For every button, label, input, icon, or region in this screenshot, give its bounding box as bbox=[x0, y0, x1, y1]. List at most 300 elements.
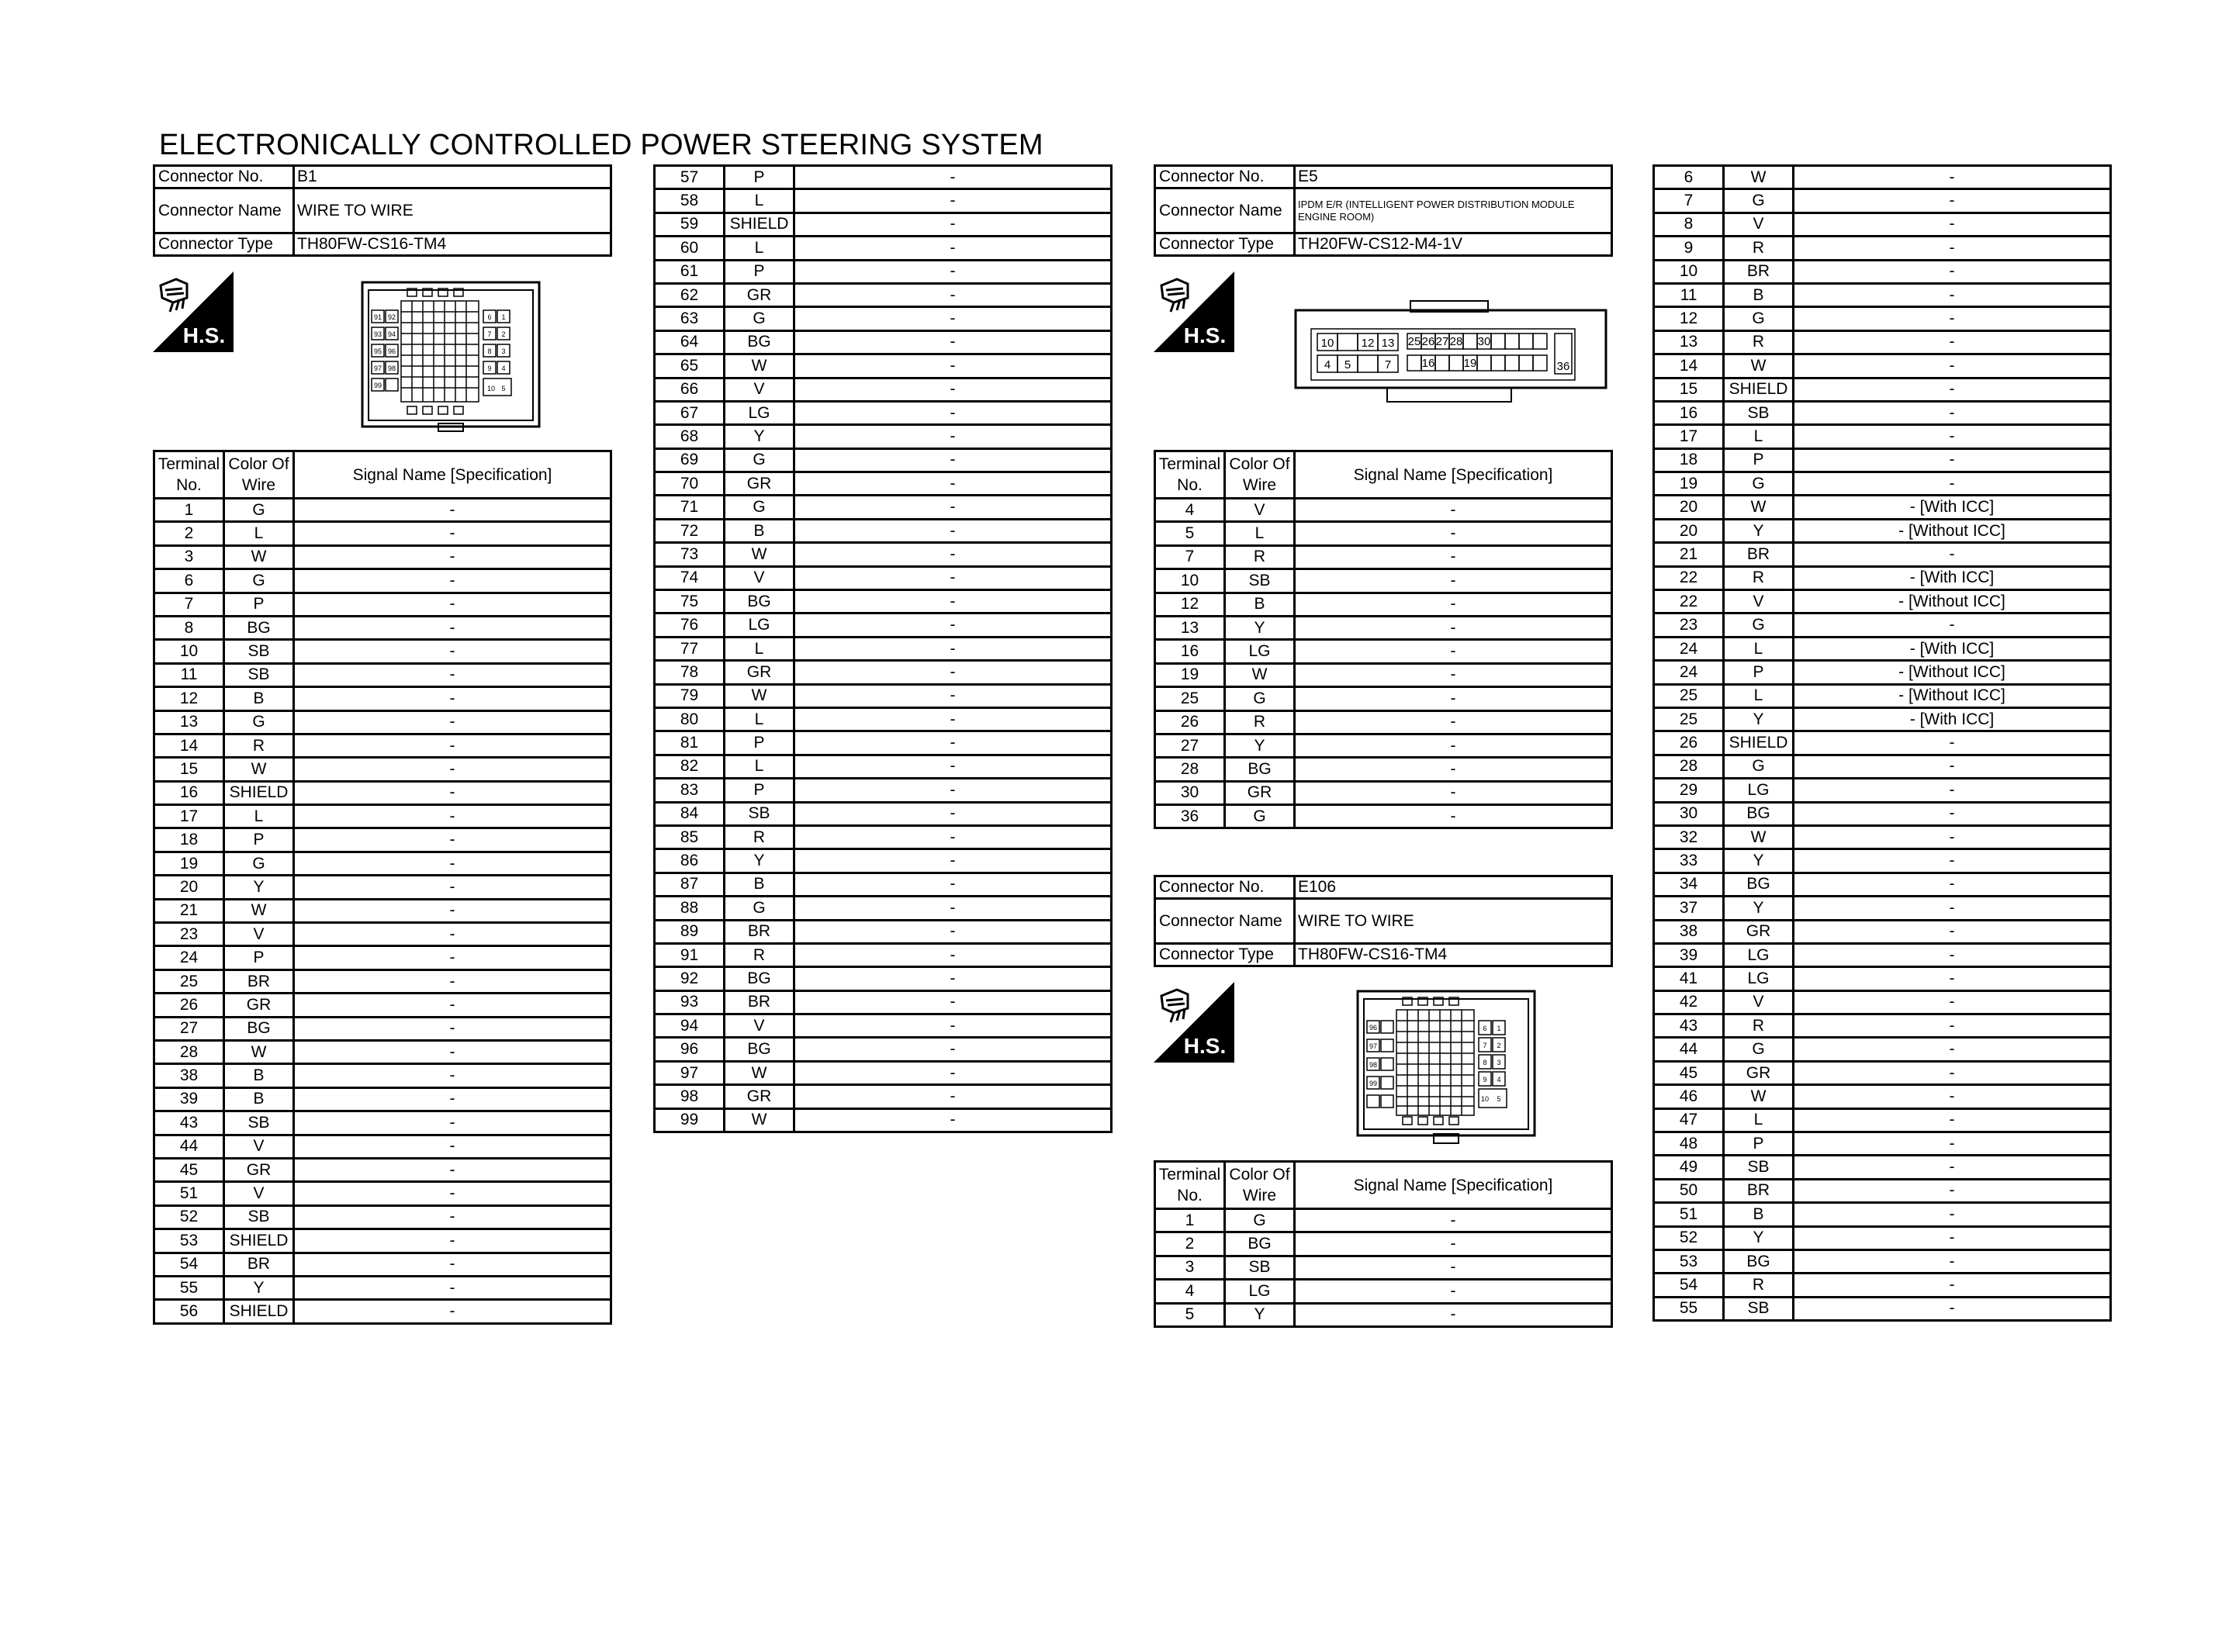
signal-name-cell: - bbox=[294, 499, 611, 522]
signal-name-cell: - bbox=[1794, 1038, 2111, 1061]
wire-color-cell: B bbox=[1724, 1203, 1794, 1226]
signal-name-cell: - bbox=[794, 825, 1112, 848]
wire-color-cell: LG bbox=[1724, 779, 1794, 802]
wire-color-cell: BR bbox=[1724, 1179, 1794, 1202]
table-row bbox=[1155, 593, 1612, 616]
table-row bbox=[655, 755, 1112, 778]
table-row bbox=[154, 1253, 611, 1276]
signal-name-cell: - [With ICC] bbox=[1794, 707, 2111, 731]
wire-color-cell: G bbox=[224, 499, 294, 522]
terminal-no-cell: 46 bbox=[1654, 1085, 1724, 1108]
face-pin: 7 bbox=[1483, 1042, 1487, 1049]
signal-name-cell: - bbox=[1794, 448, 2111, 472]
table-row bbox=[655, 897, 1112, 920]
signal-name-cell: - bbox=[294, 805, 611, 828]
signal-name-cell: - bbox=[294, 969, 611, 993]
signal-name-cell: - bbox=[794, 661, 1112, 684]
table-row bbox=[655, 920, 1112, 943]
terminal-no-cell: 82 bbox=[655, 755, 725, 778]
table-row bbox=[655, 496, 1112, 519]
wire-color-cell: Y bbox=[1724, 707, 1794, 731]
table-row bbox=[1155, 640, 1612, 663]
b1-terminal-table-continued bbox=[653, 164, 1113, 1133]
terminal-no-cell: 39 bbox=[154, 1087, 224, 1111]
signal-name-cell: - bbox=[1295, 616, 1612, 639]
table-row bbox=[655, 613, 1112, 637]
table-row bbox=[1155, 569, 1612, 593]
table-row bbox=[655, 802, 1112, 825]
signal-name-cell: - bbox=[1794, 189, 2111, 213]
terminal-no-cell: 4 bbox=[1155, 1280, 1225, 1303]
signal-name-cell: - bbox=[1794, 755, 2111, 778]
face-pin: 3 bbox=[501, 347, 506, 355]
signal-name-cell: - bbox=[1794, 283, 2111, 306]
table-row bbox=[655, 731, 1112, 755]
terminal-no-cell: 74 bbox=[655, 566, 725, 589]
wire-color-cell: W bbox=[224, 758, 294, 781]
table-row bbox=[154, 876, 611, 899]
header-text: Terminal bbox=[1158, 455, 1221, 473]
terminal-no-header bbox=[154, 451, 224, 499]
wire-color-cell: GR bbox=[224, 994, 294, 1017]
signal-name-cell: - bbox=[1794, 1061, 2111, 1084]
table-row bbox=[1654, 566, 2111, 589]
table-row bbox=[1155, 616, 1612, 639]
terminal-no-cell: 23 bbox=[1654, 613, 1724, 637]
wire-color-cell: GR bbox=[725, 472, 794, 496]
terminal-no-cell: 56 bbox=[154, 1300, 224, 1323]
face-pin: 1 bbox=[1497, 1025, 1501, 1032]
header-text: Terminal bbox=[157, 455, 220, 473]
signal-name-cell: - bbox=[294, 781, 611, 804]
signal-name-cell: - bbox=[1295, 710, 1612, 734]
table-row bbox=[1654, 1297, 2111, 1320]
signal-name-cell: - bbox=[794, 566, 1112, 589]
wire-color-cell: P bbox=[224, 828, 294, 852]
terminal-no-cell: 21 bbox=[154, 899, 224, 922]
table-row bbox=[1654, 448, 2111, 472]
terminal-no-cell: 48 bbox=[1654, 1132, 1724, 1156]
signal-name-cell: - bbox=[1794, 1249, 2111, 1273]
wire-color-cell: SHIELD bbox=[725, 213, 794, 236]
b1-terminal-table bbox=[153, 450, 612, 1325]
wire-color-cell: Y bbox=[725, 849, 794, 873]
terminal-no-cell: 17 bbox=[1654, 425, 1724, 448]
terminal-no-cell: 84 bbox=[655, 802, 725, 825]
terminal-no-cell: 73 bbox=[655, 543, 725, 566]
table-row bbox=[154, 1111, 611, 1135]
signal-name-cell: - bbox=[794, 731, 1112, 755]
wire-color-cell: BR bbox=[1724, 260, 1794, 283]
wire-color-cell: BG bbox=[224, 1017, 294, 1040]
signal-name-cell: - bbox=[294, 1253, 611, 1276]
table-row bbox=[1155, 1256, 1612, 1279]
table-row bbox=[154, 499, 611, 522]
table-row bbox=[1654, 330, 2111, 354]
face-pin: 19 bbox=[1463, 357, 1477, 370]
signal-name-cell: - bbox=[294, 1135, 611, 1158]
signal-name-cell: - bbox=[794, 1014, 1112, 1038]
wire-color-cell: W bbox=[224, 545, 294, 569]
table-row bbox=[1654, 213, 2111, 236]
terminal-no-cell: 94 bbox=[655, 1014, 725, 1038]
wire-color-cell: L bbox=[1724, 425, 1794, 448]
table-row bbox=[655, 990, 1112, 1014]
signal-name-cell: - bbox=[794, 496, 1112, 519]
wire-color-cell: W bbox=[1225, 663, 1295, 686]
header-text: No. bbox=[1177, 476, 1203, 494]
signal-name-cell: - bbox=[1794, 613, 2111, 637]
terminal-no-cell: 19 bbox=[154, 852, 224, 875]
table-row bbox=[1155, 710, 1612, 734]
signal-name-cell: - bbox=[294, 1111, 611, 1135]
signal-name-cell: - bbox=[1295, 1256, 1612, 1279]
signal-name-cell: - bbox=[1794, 1203, 2111, 1226]
e106-connector-type: TH80FW-CS16-TM4 bbox=[1295, 944, 1612, 966]
wire-color-cell: V bbox=[1724, 990, 1794, 1014]
table-row bbox=[1155, 1303, 1612, 1326]
signal-name-cell: - bbox=[1295, 687, 1612, 710]
table-row bbox=[655, 684, 1112, 707]
signal-name-cell: - bbox=[1794, 990, 2111, 1014]
e5-connector-type: TH20FW-CS12-M4-1V bbox=[1295, 233, 1612, 256]
table-row bbox=[154, 1229, 611, 1253]
table-row bbox=[154, 994, 611, 1017]
table-row bbox=[1654, 637, 2111, 660]
wire-color-cell: BG bbox=[1225, 1232, 1295, 1256]
terminal-no-cell: 2 bbox=[1155, 1232, 1225, 1256]
signal-name-cell: - bbox=[794, 1085, 1112, 1108]
wire-color-cell: G bbox=[1724, 472, 1794, 496]
signal-name-cell: - bbox=[794, 425, 1112, 448]
wire-color-cell: G bbox=[1724, 613, 1794, 637]
table-row bbox=[1654, 755, 2111, 778]
wire-color-cell: SHIELD bbox=[1724, 731, 1794, 755]
signal-name-cell: - bbox=[794, 448, 1112, 472]
table-row bbox=[154, 593, 611, 616]
signal-name-cell: - bbox=[1295, 781, 1612, 804]
table-row bbox=[154, 522, 611, 545]
terminal-no-header bbox=[1155, 451, 1225, 499]
signal-name-cell: - bbox=[294, 1087, 611, 1111]
wire-color-cell: R bbox=[1724, 1274, 1794, 1297]
wire-color-cell: P bbox=[725, 731, 794, 755]
signal-name-cell: - [Without ICC] bbox=[1794, 684, 2111, 707]
b1-connector-face-diagram bbox=[361, 281, 541, 433]
wire-color-cell: P bbox=[1724, 1132, 1794, 1156]
wire-color-cell: SB bbox=[1724, 401, 1794, 424]
table-row bbox=[655, 661, 1112, 684]
terminal-no-cell: 49 bbox=[1654, 1156, 1724, 1179]
face-pin: 26 bbox=[1421, 335, 1435, 348]
hs-harness-side-icon bbox=[1154, 271, 1234, 352]
signal-name-cell: - bbox=[1295, 1280, 1612, 1303]
terminal-no-cell: 53 bbox=[154, 1229, 224, 1253]
terminal-no-cell: 52 bbox=[1654, 1226, 1724, 1249]
signal-name-cell: - [With ICC] bbox=[1794, 637, 2111, 660]
terminal-no-cell: 91 bbox=[655, 943, 725, 966]
table-row bbox=[1654, 943, 2111, 966]
terminal-no-cell: 1 bbox=[154, 499, 224, 522]
terminal-no-cell: 27 bbox=[1155, 734, 1225, 757]
connector-type-label: Connector Type bbox=[1155, 233, 1295, 256]
signal-name-cell: - bbox=[1794, 1014, 2111, 1038]
wire-color-cell: P bbox=[725, 260, 794, 283]
wire-color-cell: V bbox=[725, 378, 794, 401]
terminal-no-cell: 25 bbox=[154, 969, 224, 993]
signal-name-cell: - bbox=[794, 779, 1112, 802]
wire-color-cell: V bbox=[224, 1182, 294, 1205]
table-row bbox=[154, 710, 611, 734]
signal-name-cell: - bbox=[794, 213, 1112, 236]
terminal-no-cell: 89 bbox=[655, 920, 725, 943]
signal-name-cell: - bbox=[294, 899, 611, 922]
color-of-wire-header bbox=[224, 451, 294, 499]
e106-terminal-table-continued bbox=[1652, 164, 2112, 1322]
terminal-no-cell: 13 bbox=[1654, 330, 1724, 354]
table-row bbox=[1155, 758, 1612, 781]
signal-name-cell: - bbox=[1794, 378, 2111, 401]
signal-name-cell: - bbox=[794, 401, 1112, 424]
terminal-no-cell: 13 bbox=[1155, 616, 1225, 639]
signal-name-cell: - bbox=[1295, 663, 1612, 686]
terminal-no-cell: 10 bbox=[1155, 569, 1225, 593]
signal-name-header: Signal Name [Specification] bbox=[1295, 451, 1612, 499]
wire-color-cell: G bbox=[725, 307, 794, 330]
e5-connector-name: IPDM E/R (INTELLIGENT POWER DISTRIBUTION MODULE ENGINE ROOM) bbox=[1295, 188, 1612, 233]
wire-color-cell: R bbox=[725, 943, 794, 966]
face-pin: 94 bbox=[387, 330, 396, 338]
header-text: Color Of bbox=[228, 455, 289, 473]
wire-color-cell: B bbox=[725, 873, 794, 896]
terminal-no-cell: 20 bbox=[1654, 496, 1724, 519]
signal-name-cell: - bbox=[1794, 1297, 2111, 1320]
signal-name-cell: - bbox=[294, 923, 611, 946]
face-pin: 98 bbox=[1369, 1061, 1378, 1069]
hs-harness-side-icon bbox=[153, 271, 234, 352]
terminal-no-cell: 28 bbox=[1654, 755, 1724, 778]
wire-color-cell: Y bbox=[725, 425, 794, 448]
terminal-no-cell: 41 bbox=[1654, 967, 1724, 990]
wire-color-cell: B bbox=[224, 1087, 294, 1111]
wire-color-cell: G bbox=[725, 897, 794, 920]
terminal-no-cell: 45 bbox=[154, 1158, 224, 1181]
wire-color-cell: L bbox=[1225, 522, 1295, 545]
terminal-no-cell: 7 bbox=[154, 593, 224, 616]
wire-color-cell: G bbox=[1724, 307, 1794, 330]
terminal-no-cell: 98 bbox=[655, 1085, 725, 1108]
face-pin: 96 bbox=[387, 347, 396, 355]
wire-color-cell: P bbox=[725, 166, 794, 189]
terminal-no-cell: 99 bbox=[655, 1108, 725, 1132]
color-of-wire-header bbox=[1225, 451, 1295, 499]
table-row bbox=[655, 543, 1112, 566]
signal-name-cell: - bbox=[794, 354, 1112, 378]
wire-color-cell: Y bbox=[1225, 616, 1295, 639]
table-row bbox=[1654, 166, 2111, 189]
wire-color-cell: R bbox=[224, 734, 294, 757]
face-pin: 4 bbox=[1497, 1076, 1501, 1083]
terminal-no-cell: 52 bbox=[154, 1205, 224, 1229]
terminal-no-cell: 9 bbox=[1654, 237, 1724, 260]
signal-name-cell: - bbox=[1794, 237, 2111, 260]
terminal-no-cell: 28 bbox=[1155, 758, 1225, 781]
b1-connector-no: B1 bbox=[294, 166, 611, 188]
table-row bbox=[154, 616, 611, 639]
wire-color-cell: W bbox=[1724, 825, 1794, 848]
table-row bbox=[655, 260, 1112, 283]
table-row bbox=[154, 899, 611, 922]
signal-name-cell: - bbox=[794, 613, 1112, 637]
signal-name-cell: - bbox=[1794, 967, 2111, 990]
table-row bbox=[1654, 378, 2111, 401]
table-row bbox=[1654, 613, 2111, 637]
signal-name-cell: - bbox=[794, 260, 1112, 283]
table-row bbox=[655, 943, 1112, 966]
terminal-no-cell: 25 bbox=[1654, 707, 1724, 731]
terminal-no-cell: 20 bbox=[154, 876, 224, 899]
connector-no-label: Connector No. bbox=[154, 166, 294, 188]
terminal-no-cell: 26 bbox=[1654, 731, 1724, 755]
table-row bbox=[154, 1205, 611, 1229]
wire-color-cell: B bbox=[224, 687, 294, 710]
terminal-no-cell: 5 bbox=[1155, 522, 1225, 545]
header-text: Color Of bbox=[1229, 1166, 1290, 1184]
wire-color-cell: W bbox=[1724, 496, 1794, 519]
wire-color-cell: G bbox=[224, 569, 294, 593]
terminal-no-cell: 67 bbox=[655, 401, 725, 424]
signal-name-cell: - bbox=[294, 946, 611, 969]
table-row bbox=[154, 852, 611, 875]
signal-name-cell: - bbox=[794, 307, 1112, 330]
table-row bbox=[1654, 920, 2111, 943]
face-pin: 1 bbox=[501, 313, 506, 321]
terminal-no-cell: 59 bbox=[655, 213, 725, 236]
table-row bbox=[655, 590, 1112, 613]
signal-name-cell: - bbox=[1295, 758, 1612, 781]
terminal-no-cell: 13 bbox=[154, 710, 224, 734]
table-row bbox=[154, 1182, 611, 1205]
table-row bbox=[1654, 425, 2111, 448]
signal-name-cell: - bbox=[294, 1017, 611, 1040]
table-row bbox=[154, 663, 611, 686]
terminal-no-cell: 12 bbox=[1155, 593, 1225, 616]
table-row bbox=[154, 687, 611, 710]
table-row bbox=[154, 969, 611, 993]
terminal-no-cell: 93 bbox=[655, 990, 725, 1014]
signal-name-cell: - bbox=[294, 569, 611, 593]
terminal-no-cell: 20 bbox=[1654, 519, 1724, 542]
terminal-no-cell: 66 bbox=[655, 378, 725, 401]
table-row bbox=[655, 283, 1112, 306]
connector-name-label: Connector Name bbox=[1155, 899, 1295, 944]
signal-name-cell: - bbox=[794, 590, 1112, 613]
signal-name-cell: - bbox=[794, 283, 1112, 306]
table-row bbox=[655, 189, 1112, 213]
wire-color-cell: SHIELD bbox=[1724, 378, 1794, 401]
table-row bbox=[1654, 260, 2111, 283]
terminal-no-cell: 12 bbox=[154, 687, 224, 710]
table-row bbox=[154, 781, 611, 804]
table-row bbox=[1654, 661, 2111, 684]
wire-color-cell: Y bbox=[1724, 519, 1794, 542]
wire-color-cell: BR bbox=[224, 969, 294, 993]
wire-color-cell: W bbox=[1724, 1085, 1794, 1108]
face-pin: 6 bbox=[1483, 1025, 1487, 1032]
face-pin: 3 bbox=[1497, 1059, 1501, 1066]
signal-name-cell: - bbox=[794, 330, 1112, 354]
terminal-no-cell: 81 bbox=[655, 731, 725, 755]
signal-name-cell: - bbox=[794, 378, 1112, 401]
wire-color-cell: V bbox=[725, 1014, 794, 1038]
signal-name-cell: - bbox=[794, 897, 1112, 920]
wire-color-cell: L bbox=[224, 522, 294, 545]
table-row bbox=[655, 779, 1112, 802]
table-row bbox=[154, 1135, 611, 1158]
table-row bbox=[154, 805, 611, 828]
terminal-no-cell: 53 bbox=[1654, 1249, 1724, 1273]
table-row bbox=[655, 1085, 1112, 1108]
table-row bbox=[154, 946, 611, 969]
e5-terminal-table bbox=[1154, 450, 1613, 829]
face-pin: 7 bbox=[1384, 358, 1392, 372]
wire-color-cell: BG bbox=[224, 616, 294, 639]
wire-color-cell: SB bbox=[1724, 1156, 1794, 1179]
terminal-no-cell: 51 bbox=[1654, 1203, 1724, 1226]
terminal-no-cell: 8 bbox=[1654, 213, 1724, 236]
terminal-no-cell: 15 bbox=[1654, 378, 1724, 401]
wire-color-cell: SB bbox=[224, 1111, 294, 1135]
table-row bbox=[1654, 1061, 2111, 1084]
wire-color-cell: Y bbox=[1225, 734, 1295, 757]
signal-name-cell: - bbox=[794, 802, 1112, 825]
signal-name-cell: - bbox=[294, 828, 611, 852]
terminal-no-cell: 44 bbox=[1654, 1038, 1724, 1061]
signal-name-cell: - bbox=[294, 1158, 611, 1181]
wire-color-cell: LG bbox=[725, 401, 794, 424]
terminal-no-cell: 87 bbox=[655, 873, 725, 896]
wire-color-cell: P bbox=[224, 946, 294, 969]
table-row bbox=[1654, 1179, 2111, 1202]
signal-name-cell: - bbox=[294, 545, 611, 569]
wire-color-cell: SHIELD bbox=[224, 1229, 294, 1253]
table-row bbox=[154, 923, 611, 946]
e106-info-table bbox=[1154, 875, 1613, 967]
signal-name-cell: - bbox=[1295, 522, 1612, 545]
table-row bbox=[1654, 1249, 2111, 1273]
terminal-no-cell: 30 bbox=[1155, 781, 1225, 804]
table-row bbox=[655, 1061, 1112, 1084]
terminal-no-cell: 15 bbox=[154, 758, 224, 781]
table-row bbox=[154, 640, 611, 663]
terminal-no-cell: 26 bbox=[154, 994, 224, 1017]
signal-name-cell: - bbox=[1794, 354, 2111, 378]
table-row bbox=[1155, 687, 1612, 710]
terminal-no-cell: 3 bbox=[154, 545, 224, 569]
terminal-no-cell: 24 bbox=[1654, 661, 1724, 684]
wire-color-cell: B bbox=[725, 519, 794, 542]
terminal-no-cell: 36 bbox=[1155, 805, 1225, 828]
wire-color-cell: P bbox=[1724, 661, 1794, 684]
table-row bbox=[1654, 401, 2111, 424]
terminal-no-cell: 25 bbox=[1654, 684, 1724, 707]
table-row bbox=[154, 1087, 611, 1111]
wire-color-cell: SB bbox=[224, 1205, 294, 1229]
terminal-no-cell: 85 bbox=[655, 825, 725, 848]
signal-name-cell: - bbox=[794, 920, 1112, 943]
table-row bbox=[655, 330, 1112, 354]
hs-label: H.S. bbox=[1183, 323, 1227, 347]
